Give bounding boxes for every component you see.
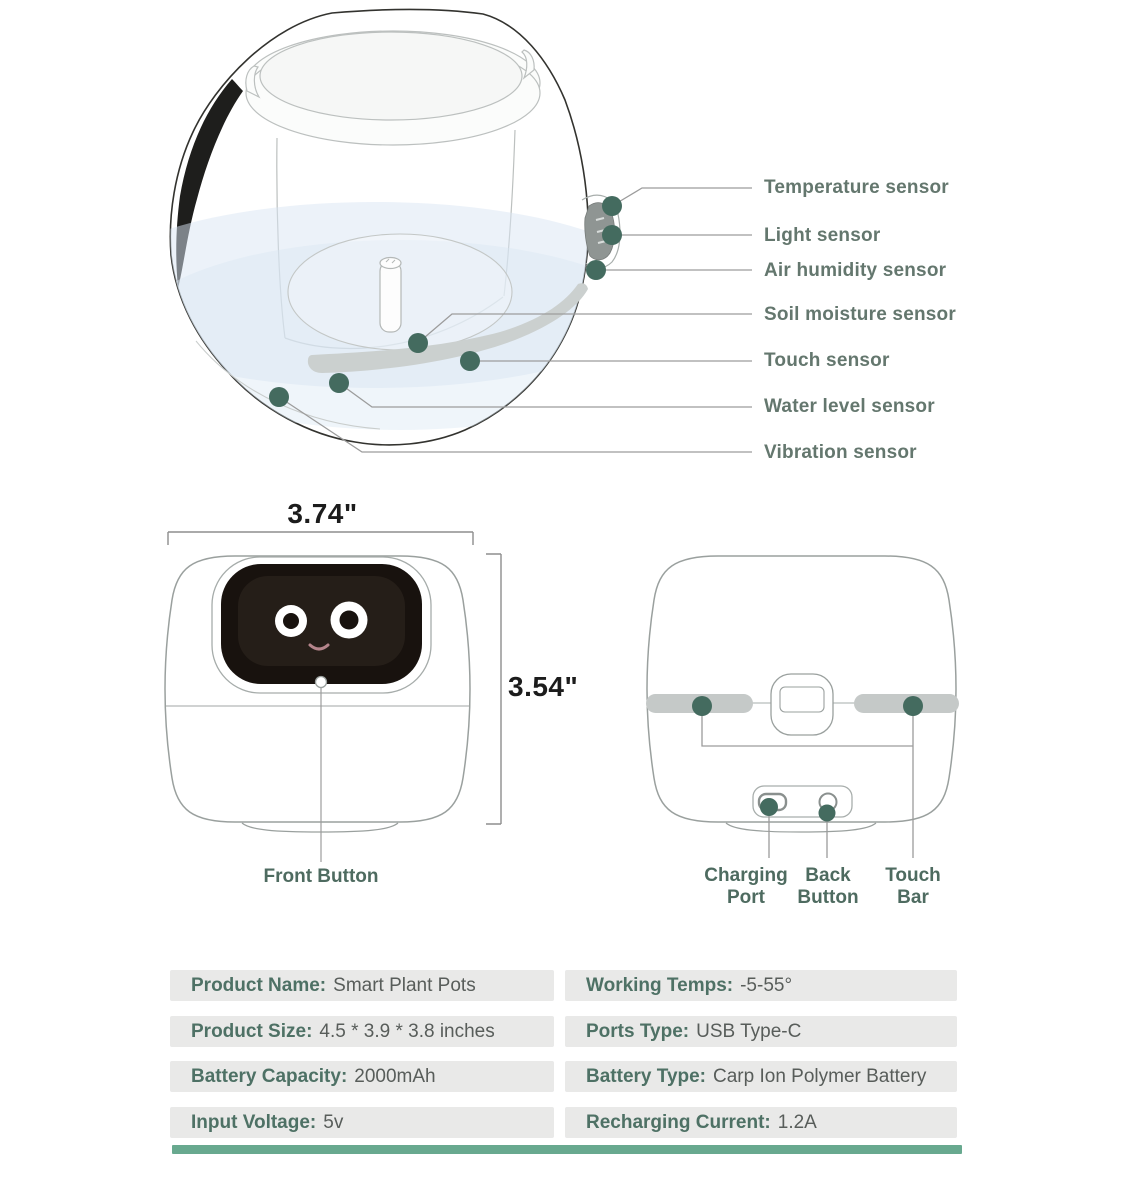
- temperature-sensor-dot: [602, 196, 622, 216]
- spec-row: [170, 1016, 963, 1047]
- height-dimension-value: 3.54": [508, 671, 579, 702]
- spec-cell-working-temps: [565, 970, 957, 1001]
- label-back-button: [783, 865, 873, 909]
- spec-value: Carp Ion Polymer Battery: [713, 1065, 927, 1087]
- spec-label: Battery Type:: [586, 1065, 707, 1087]
- spec-label: Recharging Current:: [586, 1111, 771, 1133]
- label-air-humidity-sensor: Air humidity sensor: [764, 260, 947, 281]
- spec-row: [170, 1061, 963, 1092]
- label-touch-bar-line1: Touch: [885, 865, 941, 886]
- spec-value: USB Type-C: [696, 1020, 802, 1042]
- label-touch-bar-line2: Bar: [897, 887, 929, 908]
- back-button-dot: [819, 805, 836, 822]
- charging-port-dot: [760, 798, 778, 816]
- air-humidity-sensor-dot: [586, 260, 606, 280]
- label-charging-port: [696, 865, 796, 909]
- touch-bar-left-dot: [692, 696, 712, 716]
- width-dimension-value: 3.74": [287, 498, 358, 529]
- spec-cell-ports-type: [565, 1016, 957, 1047]
- spec-cell-recharging-current: [565, 1107, 957, 1138]
- label-back-button-line1: Back: [805, 865, 851, 886]
- spec-value: 5v: [323, 1111, 344, 1133]
- label-soil-moisture-sensor: Soil moisture sensor: [764, 304, 956, 325]
- spec-label: Input Voltage:: [191, 1111, 317, 1133]
- touch-sensor-dot: [460, 351, 480, 371]
- spec-cell-battery-capacity: [170, 1061, 554, 1092]
- label-back-button-line2: Button: [797, 887, 859, 908]
- spec-label: Product Name:: [191, 974, 327, 996]
- spec-row: [170, 1107, 963, 1138]
- spec-label: Ports Type:: [586, 1020, 690, 1042]
- touch-bar-right-dot: [903, 696, 923, 716]
- soil-moisture-sensor-dot: [408, 333, 428, 353]
- label-water-level-sensor: Water level sensor: [764, 396, 935, 417]
- label-light-sensor: Light sensor: [764, 225, 881, 246]
- water-level-sensor-dot: [329, 373, 349, 393]
- sensor-tube: [380, 258, 401, 333]
- spec-value: -5-55°: [740, 974, 793, 996]
- spec-row: [170, 970, 963, 1001]
- front-button: [316, 677, 327, 688]
- vibration-sensor-dot: [269, 387, 289, 407]
- label-front-button: Front Button: [263, 866, 379, 887]
- label-vibration-sensor: Vibration sensor: [764, 442, 917, 463]
- table-divider-bar: [172, 1145, 962, 1154]
- back-view-illustration: [646, 556, 959, 858]
- label-temperature-sensor: Temperature sensor: [764, 177, 949, 198]
- spec-value: 4.5 * 3.9 * 3.8 inches: [319, 1020, 495, 1042]
- spec-label: Product Size:: [191, 1020, 313, 1042]
- label-charging-port-line2: Port: [727, 887, 765, 908]
- label-touch-sensor: Touch sensor: [764, 350, 890, 371]
- spec-cell-product-name: [170, 970, 554, 1001]
- spec-value: 2000mAh: [354, 1065, 436, 1087]
- front-view-illustration: [165, 532, 501, 862]
- spec-label: Battery Capacity:: [191, 1065, 348, 1087]
- light-sensor-dot: [602, 225, 622, 245]
- spec-cell-product-size: [170, 1016, 554, 1047]
- label-charging-port-line1: Charging: [704, 865, 788, 886]
- spec-cell-input-voltage: [170, 1107, 554, 1138]
- spec-cell-battery-type: [565, 1061, 957, 1092]
- label-touch-bar: [868, 865, 958, 909]
- water-funnel: [771, 674, 833, 735]
- height-dimension-line: [486, 554, 501, 824]
- spec-value: 1.2A: [777, 1111, 817, 1133]
- width-dimension-line: [168, 532, 473, 545]
- spec-value: Smart Plant Pots: [333, 974, 476, 996]
- spec-label: Working Temps:: [586, 974, 734, 996]
- plant-pot-illustration: [83, 9, 752, 452]
